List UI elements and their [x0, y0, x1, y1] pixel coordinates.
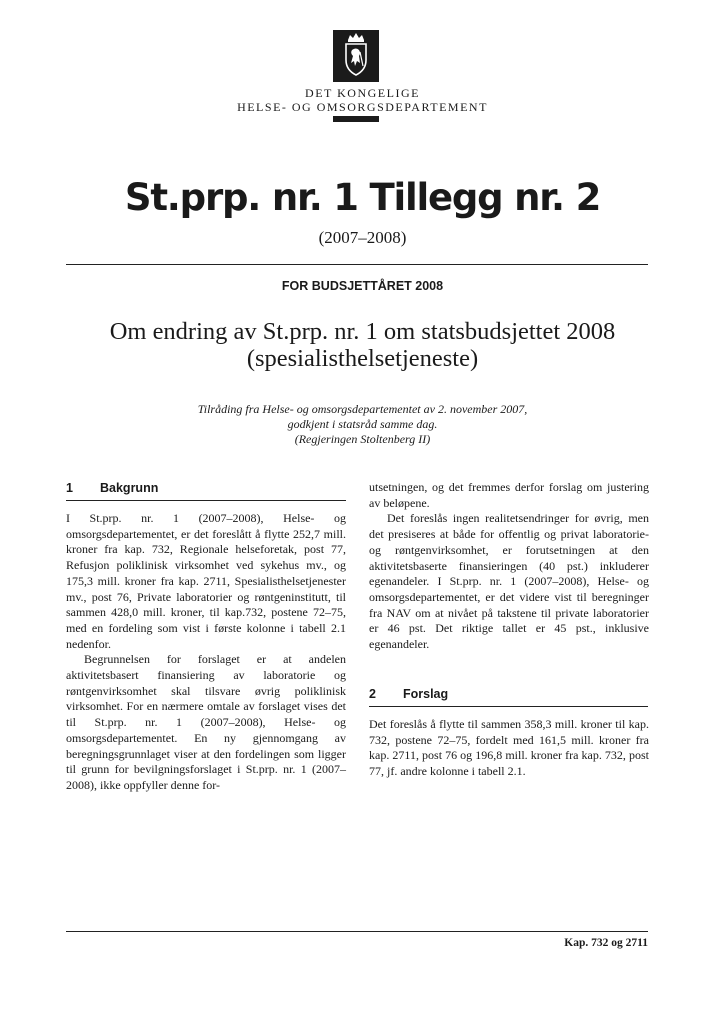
coat-of-arms-logo: [333, 30, 379, 82]
section-heading-background: [66, 481, 346, 499]
document-session-years: (2007–2008): [318, 228, 407, 247]
document-title: St.prp. nr. 1 Tillegg nr. 2: [124, 176, 601, 219]
body-paragraph: utsetningen, og det fremmes derfor forslag om justering av beløpene.: [369, 480, 649, 510]
right-column-section-2: [369, 717, 649, 780]
footer-divider: [66, 931, 648, 932]
body-paragraph: Det foreslås å flytte til sammen 358,3 mill. kroner til kap. 732, postene 72–75, fordelt med 161,5 mill. kroner fra kap. 2711, post 76 og 196,8 mill. kroner fra kap. 732, post 77, jf. andre kolonne i tabell 2.1.: [369, 717, 649, 779]
section-number: 2: [369, 687, 376, 701]
right-column: [369, 480, 649, 653]
department-name-line1: DET KONGELIGE: [305, 86, 420, 100]
chapter-reference: Kap. 732 og 2711: [564, 937, 648, 949]
budget-year-label: FOR BUDSJETTÅRET 2008: [281, 279, 444, 293]
department-name-line2: HELSE- OG OMSORGSDEPARTEMENT: [237, 100, 488, 114]
section-title: Bakgrunn: [100, 481, 159, 495]
subject-line-1: Om endring av St.prp. nr. 1 om statsbudsjettet 2008: [109, 318, 616, 345]
section-title: Forslag: [403, 687, 449, 701]
body-paragraph: Det foreslås ingen realitetsendringer for øvrig, men det presiseres at både for offentlig og privat laboratorie- og røntgenvirksomhet, er forutsetningen at den aktivitetsbaserte finansieringen (40 pst.) inkluderer egenandeler. I St.prp. nr. 1 (2007–2008), Helse- og omsorgsdepartementet, er det videre vist til beregninger fra NAV om at nivået på takstene til private laboratorier er 46 pst. Det riktige tallet er 45 pst., inklusive egenandeler.: [369, 511, 649, 652]
recommendation-line: Tilråding fra Helse- og omsorgsdepartementet av 2. november 2007,: [197, 402, 528, 416]
section-divider: [369, 706, 648, 707]
section-number: 1: [66, 481, 73, 495]
body-paragraph: Begrunnelsen for forslaget er at andelen aktivitetsbasert finansiering av laboratorie og røntgenvirksomhet skal tilsvare øvrig poliklinisk virksomhet. For en nærmere omtale av forslaget vises det til St.prp. nr. 1 (2007–2008), Helse- og omsorgsdepartementet. En ny gjennomgang av beregningsgrunnlaget viser at den fordelingen som ligger til grunn for bevilgningsforslaget i St.prp. nr. 1 (2007–2008), ikke oppfyller denne for-: [66, 652, 346, 792]
recommendation-line: godkjent i statsråd samme dag.: [287, 417, 438, 431]
document-subject: [60, 318, 665, 372]
logo-underbar: [333, 116, 379, 122]
subject-line-2: (spesialisthelsetjeneste): [246, 345, 479, 372]
recommendation-note: [60, 402, 665, 447]
left-column: [66, 511, 346, 794]
section-heading-forslag: [369, 687, 649, 705]
coat-of-arms-icon: [333, 30, 379, 82]
section-divider: [66, 500, 346, 501]
recommendation-line: (Regjeringen Stoltenberg II): [294, 432, 431, 446]
divider: [66, 264, 648, 265]
body-paragraph: I St.prp. nr. 1 (2007–2008), Helse- og omsorgsdepartementet, er det foreslått å flytte 252,7 mill. kroner fra kap. 732, Regionale helseforetak, post 77, Refusjon poliklinisk virksomhet ved sykehus mv., og 175,3 mill. kroner fra kap. 2711, Spesialisthelsetjenester mv., post 76, Private laboratorier og røntgeninstitutt, til sammen 428,0 mill. kroner, til kap.732, postene 72–75, med en fordeling som vist i første kolonne i tabell 2.1 nedenfor.: [66, 511, 346, 651]
